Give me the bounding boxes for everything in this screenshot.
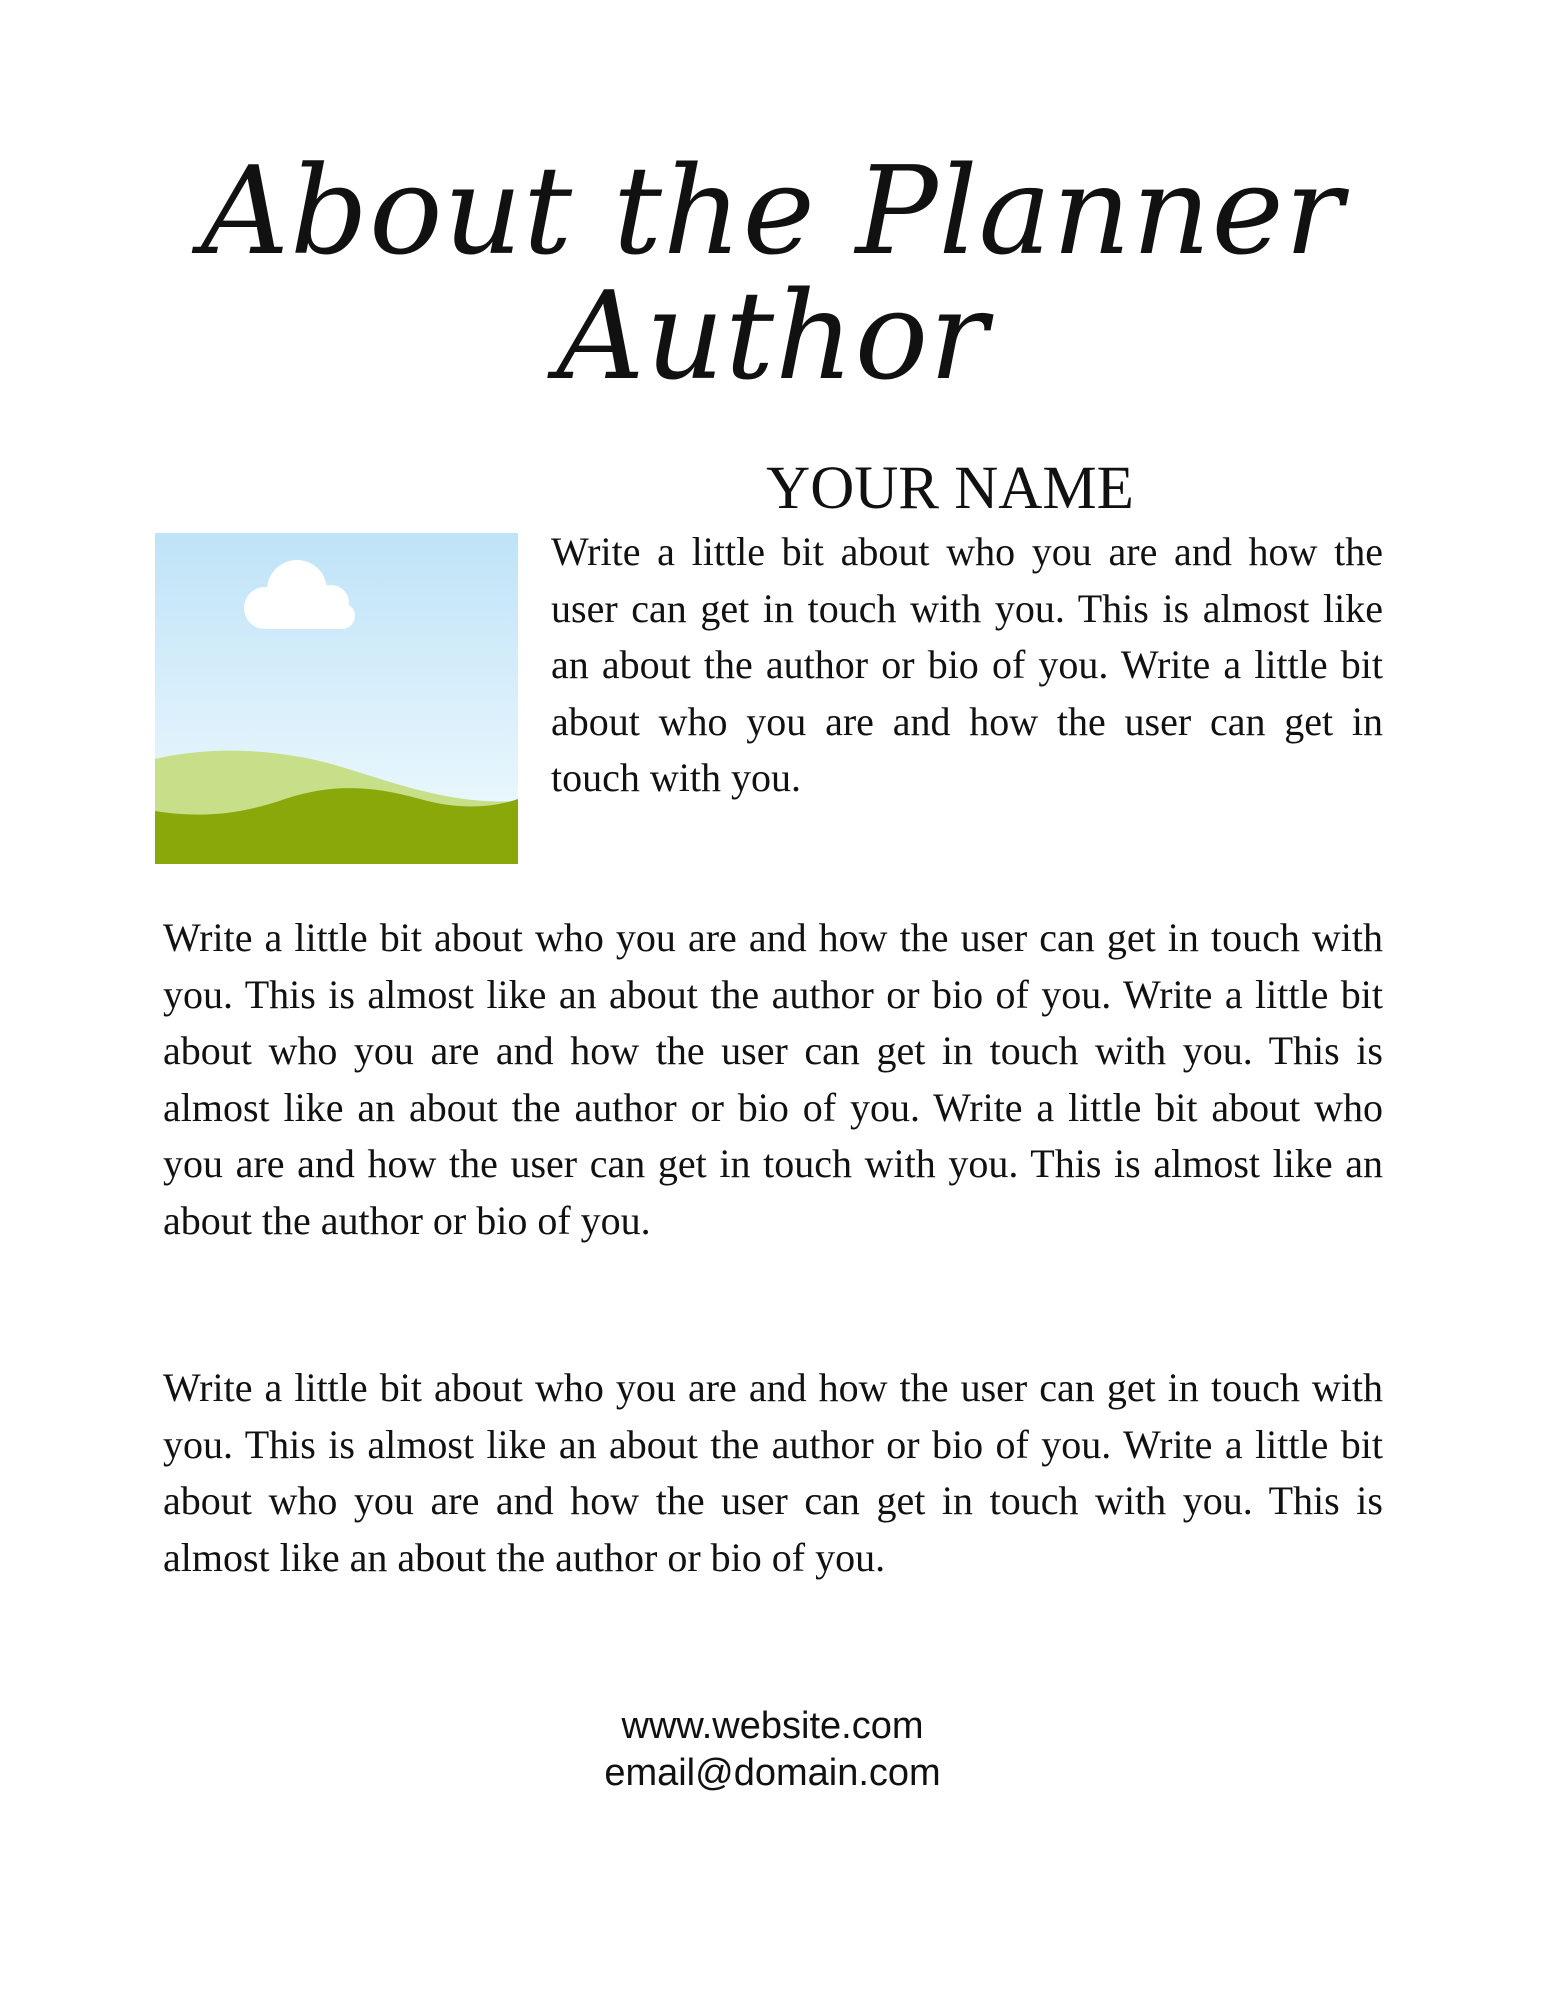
landscape-placeholder-icon: [155, 533, 518, 864]
page-title-line-1: About the Planner: [200, 140, 1345, 282]
intro-paragraph: Write a little bit about who you are and how the user can get in touch with you. This is almost like an about the author or bio of you. Write a little bit about who you are and how the user can get in touch with you.: [551, 529, 1383, 800]
email-link[interactable]: email@domain.com: [604, 1752, 941, 1794]
page-title-line-2: Author: [556, 265, 989, 407]
author-name: YOUR NAME: [766, 455, 1134, 522]
website-link[interactable]: www.website.com: [621, 1705, 924, 1747]
author-photo-placeholder: [155, 533, 518, 864]
bio-paragraph-2: Write a little bit about who you are and how the user can get in touch with you. This is almost like an about the author or bio of you. Write a little bit about who you are and how the user can get in touch with you. This is almost like an about the author or bio of you.: [163, 1365, 1383, 1580]
bio-paragraph-1: Write a little bit about who you are and how the user can get in touch with you. This is almost like an about the author or bio of you. Write a little bit about who you are and how the user can get in touch with you. This is almost like an about the author or bio of you. Write a little bit about who you are and how the user can get in touch with you. This is almost like an about the author or bio of you.: [163, 915, 1383, 1243]
